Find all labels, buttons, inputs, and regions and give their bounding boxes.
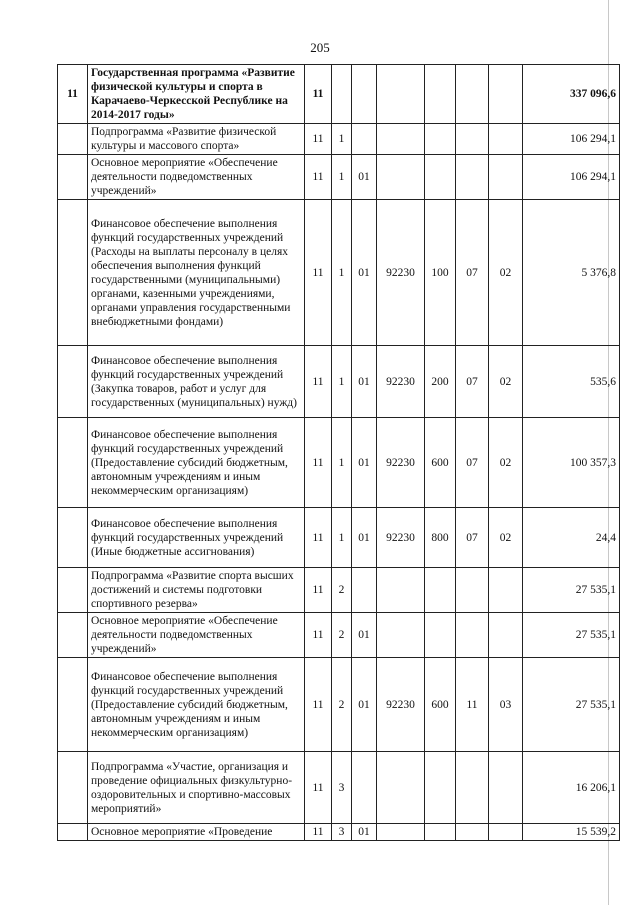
section-code-cell bbox=[456, 124, 489, 155]
row-index-cell bbox=[58, 418, 88, 508]
subsection-code-cell bbox=[489, 752, 523, 824]
expense-direction-code-cell: 92230 bbox=[377, 508, 425, 568]
expense-type-code-cell: 100 bbox=[425, 200, 456, 346]
ministry-code-cell: 11 bbox=[305, 155, 332, 200]
measure-code-cell: 01 bbox=[352, 155, 377, 200]
section-code-cell: 11 bbox=[456, 658, 489, 752]
expense-direction-code-cell bbox=[377, 752, 425, 824]
expense-direction-code-cell: 92230 bbox=[377, 418, 425, 508]
amount-cell: 100 357,3 bbox=[523, 418, 620, 508]
subsection-code-cell bbox=[489, 568, 523, 613]
row-name-cell: Подпрограмма «Участие, организация и проведение официальных физкультурно-оздоровительных и спортивно-массовых мероприятий» bbox=[88, 752, 305, 824]
measure-code-cell: 01 bbox=[352, 613, 377, 658]
subsection-code-cell bbox=[489, 155, 523, 200]
expense-type-code-cell bbox=[425, 65, 456, 124]
expense-type-code-cell bbox=[425, 824, 456, 841]
table-row bbox=[58, 65, 620, 124]
subsection-code-cell bbox=[489, 124, 523, 155]
subprogram-code-cell: 1 bbox=[332, 124, 352, 155]
amount-cell: 106 294,1 bbox=[523, 155, 620, 200]
row-name-cell: Финансовое обеспечение выполнения функций государственных учреждений (Предоставление субсидий бюджетным, автономным учреждениям и иным некоммерческим организациям) bbox=[88, 658, 305, 752]
expense-type-code-cell bbox=[425, 124, 456, 155]
row-name-cell: Основное мероприятие «Обеспечение деятельности подведомственных учреждений» bbox=[88, 155, 305, 200]
expense-type-code-cell: 200 bbox=[425, 346, 456, 418]
subsection-code-cell bbox=[489, 824, 523, 841]
row-name-cell: Финансовое обеспечение выполнения функций государственных учреждений (Закупка товаров, работ и услуг для государственных (муниципальных) нужд) bbox=[88, 346, 305, 418]
expense-direction-code-cell bbox=[377, 65, 425, 124]
expense-direction-code-cell bbox=[377, 613, 425, 658]
expense-direction-code-cell: 92230 bbox=[377, 658, 425, 752]
ministry-code-cell: 11 bbox=[305, 124, 332, 155]
ministry-code-cell: 11 bbox=[305, 65, 332, 124]
subprogram-code-cell: 1 bbox=[332, 508, 352, 568]
amount-cell: 27 535,1 bbox=[523, 658, 620, 752]
amount-cell: 27 535,1 bbox=[523, 613, 620, 658]
subsection-code-cell bbox=[489, 65, 523, 124]
expense-direction-code-cell bbox=[377, 568, 425, 613]
subprogram-code-cell: 3 bbox=[332, 824, 352, 841]
expense-direction-code-cell: 92230 bbox=[377, 346, 425, 418]
subprogram-code-cell: 2 bbox=[332, 568, 352, 613]
expense-direction-code-cell: 92230 bbox=[377, 200, 425, 346]
row-index-cell: 11 bbox=[58, 65, 88, 124]
row-index-cell bbox=[58, 824, 88, 841]
measure-code-cell: 01 bbox=[352, 508, 377, 568]
ministry-code-cell: 11 bbox=[305, 568, 332, 613]
budget-table bbox=[57, 64, 620, 841]
expense-direction-code-cell bbox=[377, 155, 425, 200]
measure-code-cell: 01 bbox=[352, 346, 377, 418]
row-index-cell bbox=[58, 124, 88, 155]
amount-cell: 27 535,1 bbox=[523, 568, 620, 613]
table-row bbox=[58, 568, 620, 613]
row-name-cell: Финансовое обеспечение выполнения функций государственных учреждений (Иные бюджетные ассигнования) bbox=[88, 508, 305, 568]
row-name-cell: Подпрограмма «Развитие физической культуры и массового спорта» bbox=[88, 124, 305, 155]
row-name-cell: Финансовое обеспечение выполнения функций государственных учреждений (Расходы на выплаты персоналу в целях обеспечения выполнения функций государственными (муниципальными) органами, казенными учреждениями, органами управления государственными внебюджетными фондами) bbox=[88, 200, 305, 346]
section-code-cell bbox=[456, 824, 489, 841]
subprogram-code-cell: 1 bbox=[332, 418, 352, 508]
table-row bbox=[58, 658, 620, 752]
section-code-cell bbox=[456, 752, 489, 824]
subsection-code-cell: 02 bbox=[489, 346, 523, 418]
row-name-cell: Финансовое обеспечение выполнения функций государственных учреждений (Предоставление субсидий бюджетным, автономным учреждениям и иным некоммерческим организациям) bbox=[88, 418, 305, 508]
section-code-cell bbox=[456, 613, 489, 658]
table-row bbox=[58, 346, 620, 418]
ministry-code-cell: 11 bbox=[305, 752, 332, 824]
measure-code-cell: 01 bbox=[352, 824, 377, 841]
amount-cell: 5 376,8 bbox=[523, 200, 620, 346]
section-code-cell: 07 bbox=[456, 508, 489, 568]
section-code-cell: 07 bbox=[456, 200, 489, 346]
ministry-code-cell: 11 bbox=[305, 824, 332, 841]
ministry-code-cell: 11 bbox=[305, 346, 332, 418]
page-number: 205 bbox=[310, 40, 330, 55]
expense-type-code-cell: 800 bbox=[425, 508, 456, 568]
row-index-cell bbox=[58, 613, 88, 658]
row-index-cell bbox=[58, 200, 88, 346]
row-index-cell bbox=[58, 155, 88, 200]
table-row bbox=[58, 824, 620, 841]
section-code-cell: 07 bbox=[456, 418, 489, 508]
measure-code-cell bbox=[352, 65, 377, 124]
table-row bbox=[58, 418, 620, 508]
measure-code-cell bbox=[352, 124, 377, 155]
table-row bbox=[58, 752, 620, 824]
expense-type-code-cell bbox=[425, 752, 456, 824]
subsection-code-cell: 03 bbox=[489, 658, 523, 752]
section-code-cell bbox=[456, 568, 489, 613]
row-index-cell bbox=[58, 346, 88, 418]
amount-cell: 535,6 bbox=[523, 346, 620, 418]
row-index-cell bbox=[58, 508, 88, 568]
row-index-cell bbox=[58, 568, 88, 613]
table-row bbox=[58, 200, 620, 346]
ministry-code-cell: 11 bbox=[305, 508, 332, 568]
section-code-cell: 07 bbox=[456, 346, 489, 418]
subprogram-code-cell: 2 bbox=[332, 613, 352, 658]
expense-type-code-cell bbox=[425, 568, 456, 613]
subprogram-code-cell: 3 bbox=[332, 752, 352, 824]
ministry-code-cell: 11 bbox=[305, 200, 332, 346]
row-name-cell: Государственная программа «Развитие физической культуры и спорта в Карачаево-Черкесской Республике на 2014-2017 годы» bbox=[88, 65, 305, 124]
section-code-cell bbox=[456, 65, 489, 124]
subprogram-code-cell: 1 bbox=[332, 346, 352, 418]
section-code-cell bbox=[456, 155, 489, 200]
row-name-cell: Подпрограмма «Развитие спорта высших достижений и системы подготовки спортивного резерва» bbox=[88, 568, 305, 613]
amount-cell: 16 206,1 bbox=[523, 752, 620, 824]
amount-cell: 15 539,2 bbox=[523, 824, 620, 841]
expense-direction-code-cell bbox=[377, 824, 425, 841]
measure-code-cell: 01 bbox=[352, 418, 377, 508]
ministry-code-cell: 11 bbox=[305, 613, 332, 658]
expense-type-code-cell: 600 bbox=[425, 658, 456, 752]
measure-code-cell: 01 bbox=[352, 200, 377, 346]
row-name-cell: Основное мероприятие «Проведение bbox=[88, 824, 305, 841]
table-row bbox=[58, 508, 620, 568]
subsection-code-cell: 02 bbox=[489, 200, 523, 346]
table-row bbox=[58, 155, 620, 200]
subsection-code-cell: 02 bbox=[489, 418, 523, 508]
ministry-code-cell: 11 bbox=[305, 658, 332, 752]
table-row bbox=[58, 613, 620, 658]
amount-cell: 337 096,6 bbox=[523, 65, 620, 124]
expense-direction-code-cell bbox=[377, 124, 425, 155]
amount-cell: 24,4 bbox=[523, 508, 620, 568]
subprogram-code-cell: 2 bbox=[332, 658, 352, 752]
subsection-code-cell bbox=[489, 613, 523, 658]
ministry-code-cell: 11 bbox=[305, 418, 332, 508]
row-index-cell bbox=[58, 658, 88, 752]
subprogram-code-cell: 1 bbox=[332, 200, 352, 346]
table-row bbox=[58, 124, 620, 155]
expense-type-code-cell: 600 bbox=[425, 418, 456, 508]
subprogram-code-cell: 1 bbox=[332, 155, 352, 200]
measure-code-cell bbox=[352, 568, 377, 613]
row-name-cell: Основное мероприятие «Обеспечение деятельности подведомственных учреждений» bbox=[88, 613, 305, 658]
amount-cell: 106 294,1 bbox=[523, 124, 620, 155]
measure-code-cell: 01 bbox=[352, 658, 377, 752]
measure-code-cell bbox=[352, 752, 377, 824]
expense-type-code-cell bbox=[425, 155, 456, 200]
expense-type-code-cell bbox=[425, 613, 456, 658]
row-index-cell bbox=[58, 752, 88, 824]
subsection-code-cell: 02 bbox=[489, 508, 523, 568]
subprogram-code-cell bbox=[332, 65, 352, 124]
